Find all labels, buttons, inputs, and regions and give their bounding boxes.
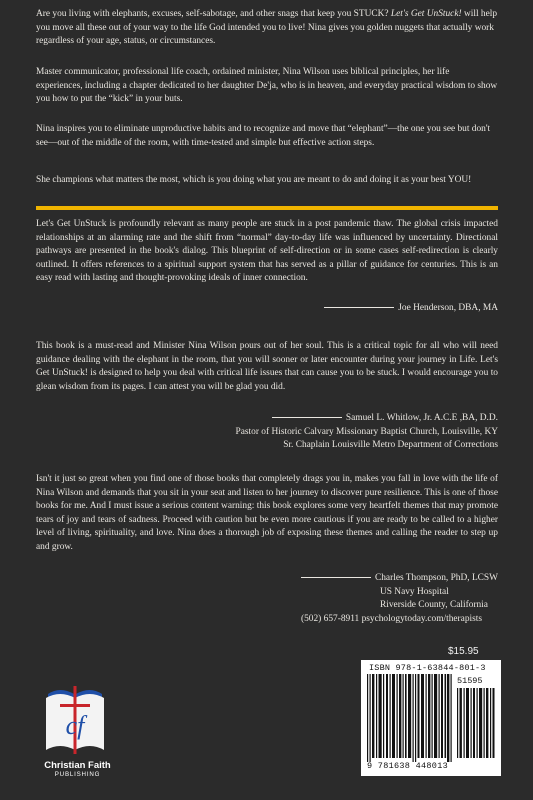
blurb-paragraph-3: Nina inspires you to eliminate unproductive habits and to recognize and move that “elephant”—the one you see but don't see—out of the middle of the room, with time-tested and simple but effective action steps.: [36, 124, 491, 148]
gold-divider: [36, 206, 498, 210]
price-label: $15.95: [448, 646, 479, 657]
blurb-paragraph-2: Master communicator, professional life coach, ordained minister, Nina Wilson uses biblical principles, her life experiences, including a chapter dedicated to her daughter De'ja, who is in heaven, and everyday practical wisdom to show you how to put the “kick” in your buts.: [36, 67, 498, 105]
signature-dash: [301, 577, 371, 578]
signature-dash: [324, 307, 394, 308]
blurb-paragraph-1: Are you living with elephants, excuses, self-sabotage, and other snags that keep you STUCK? Let's Get UnStuck! will help you move all these out of your way to the life God intended you to live! Nina gives you golden nuggets that actually work regardless of your age, status, or circumstances.: [36, 9, 498, 47]
book-title-inline: Let's Get UnStuck!: [390, 9, 462, 19]
review-3-signature: Charles Thompson, PhD, LCSW US Navy Hospital Riverside County, California (502) 657-8911 psychologytoday.com/therapists: [300, 573, 498, 624]
signature-dash: [272, 417, 342, 418]
ean-number: 9 781638 448013: [367, 761, 449, 771]
addon-number: 51595: [457, 676, 483, 686]
review-3-text: Isn't it just so great when you find one of those books that completely drags you in, makes you fall in love with the life of Nina Wilson and demands that you sit in your seat and listen to her journey to discover pure resilience. This is one of those books for me. And I must issue a serious content warning: this book explores some very heartfelt themes that may promote tears of joy and tears of sadness. Proceed with caution but be even more cautious if you are ready to be called to a higher level of living, spirituality, and love. Nina does a thorough job of exposing these themes and calling the reader to step up and grow.: [36, 474, 498, 552]
review-1-signature: Joe Henderson, DBA, MA: [324, 302, 498, 316]
isbn-label: ISBN 978-1-63844-801-3: [369, 663, 486, 673]
review-1-text: Let's Get UnStuck is profoundly relevant as many people are stuck in a post pandemic thaw. The global crisis impacted relationships at an alarming rate and the shift from “normal” day-to-day life was influenced by uncertainty. Directional pathways are presented in the book's dialog. This blueprint of self-direction or in some cases self-redirection is clearly outlined. It offers references to a spiritual support system that has served as a pillar of guidance for centuries. This is an easy read with lasting and thought-provoking ideals of inner connection.: [36, 219, 498, 284]
publisher-name: Christian Faith PUBLISHING: [44, 760, 111, 778]
blurb-paragraph-4: She champions what matters the most, which is you doing what you are meant to do and doing it as your best YOU!: [36, 175, 472, 185]
logo-mark: cf: [65, 711, 85, 740]
review-2-signature: Samuel L. Whitlow, Jr. A.C.E ,BA, D.D. Pastor of Historic Calvary Missionary Baptist Church, Louisville, KY Sr. Chaplain Louisville Metro Department of Corrections: [235, 413, 498, 451]
barcode-panel: [361, 660, 501, 776]
review-2-text: This book is a must-read and Minister Nina Wilson pours out of her soul. This is a critical topic for all who will need guidance dealing with the elephant in the room, that you will sooner or later encounter during your journey in Life. Let's Get UnStuck! is designed to help you deal with critical life issues that can cause you to be stuck. I would encourage you to glean wisdom from its pages. I can attest you will be glad you did.: [36, 341, 498, 392]
